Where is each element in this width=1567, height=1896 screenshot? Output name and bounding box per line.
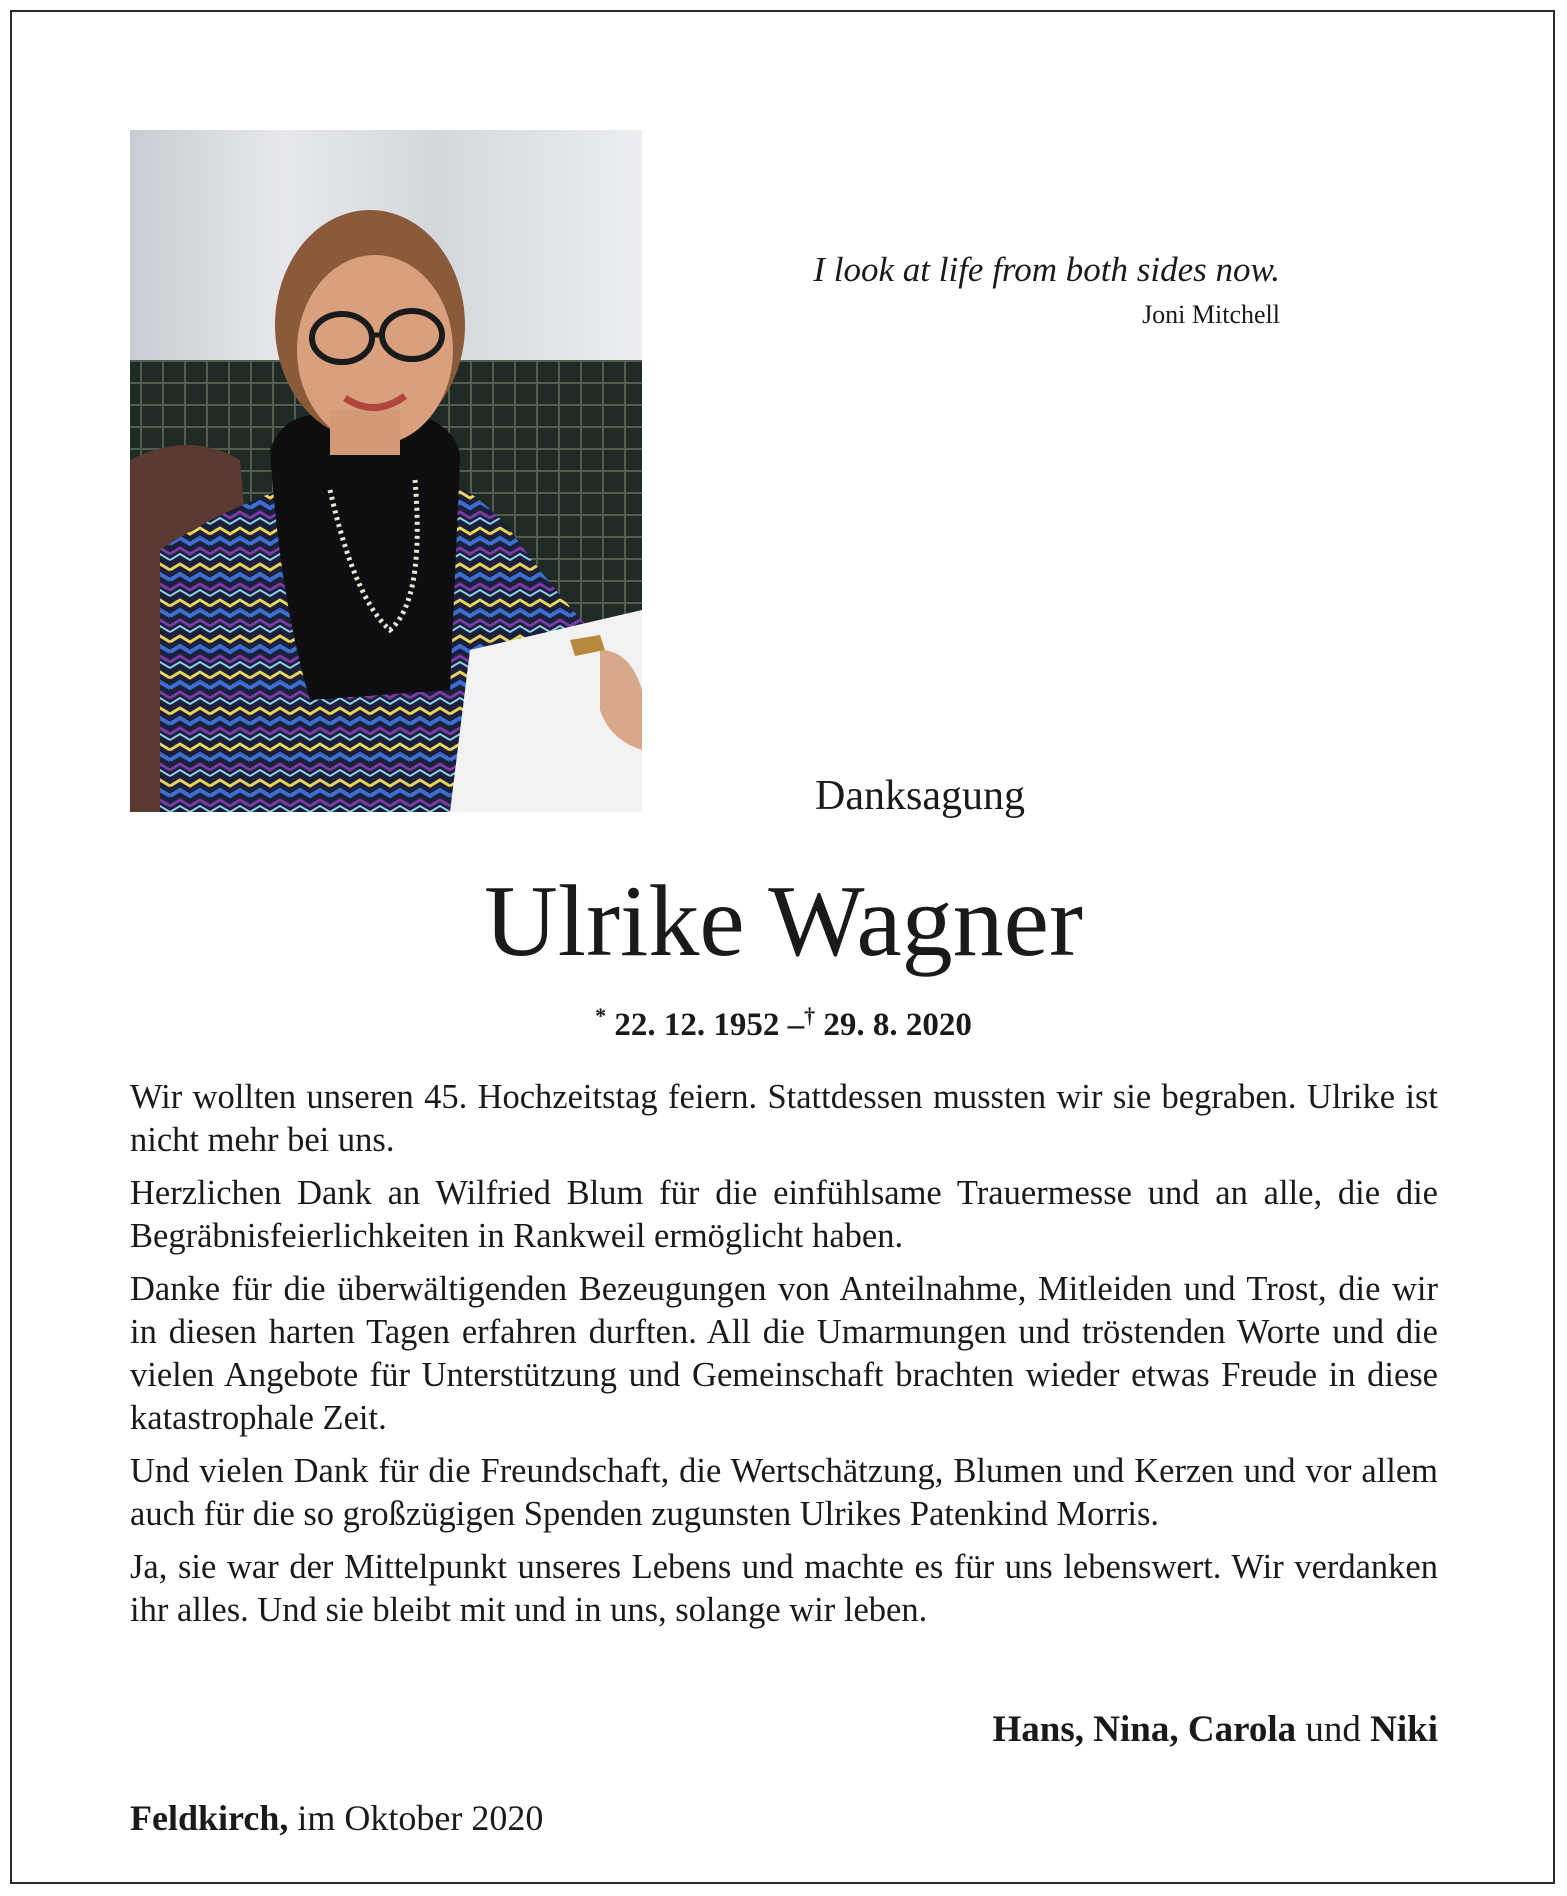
quote-text: I look at life from both sides now. <box>813 250 1280 289</box>
date-separator: – <box>787 1007 805 1043</box>
signer-separator: , <box>1169 1709 1188 1750</box>
death-symbol: † <box>804 1003 816 1028</box>
signer-name: Nina <box>1093 1709 1170 1750</box>
signer-name: Carola <box>1187 1709 1297 1750</box>
deceased-name: Ulrike Wagner <box>484 865 1083 978</box>
signer-name: Hans <box>992 1709 1075 1750</box>
paragraph: Wir wollten unseren 45. Hochzeitstag feiern. Stattdessen mussten wir sie begraben. Ulrike ist nicht mehr bei uns. <box>130 1078 1438 1159</box>
place-date: im Oktober 2020 <box>288 1798 544 1838</box>
signer-name: Niki <box>1370 1709 1438 1750</box>
notice-heading: Danksagung <box>815 773 1025 819</box>
paragraph: Ja, sie war der Mittelpunkt unseres Lebens und machte es für uns lebenswert. Wir verdanken ihr alles. Und sie bleibt mit und in uns, solange wir leben. <box>130 1548 1438 1629</box>
death-date: 29. 8. 2020 <box>823 1007 972 1043</box>
quote-author: Joni Mitchell <box>1142 300 1280 329</box>
family-signature <box>700 1706 1438 1754</box>
signer-separator: , <box>1074 1709 1094 1750</box>
paragraph: Herzlichen Dank an Wilfried Blum für die einfühlsame Trauermesse und an alle, die die Begräbnisfeierlichkeiten in Rankweil ermöglicht haben. <box>130 1174 1438 1255</box>
place-city: Feldkirch, <box>130 1798 289 1838</box>
portrait-photo <box>130 130 642 812</box>
epigraph <box>720 248 1280 334</box>
birth-symbol: * <box>595 1003 607 1028</box>
paragraph: Danke für die überwältigenden Bezeugungen von Anteilnahme, Mitleiden und Trost, die wir in diesen harten Tagen erfahren durften. All die Umarmungen und tröstenden Worte und die vielen Angebote für Unterstützung und Gemeinschaft brachten wieder etwas Freude in diese katastrophale Zeit. <box>130 1270 1438 1437</box>
birth-date: 22. 12. 1952 <box>614 1007 780 1043</box>
life-dates <box>300 994 1267 1047</box>
thank-you-text <box>130 1076 1438 1642</box>
signer-conjunction: und <box>1296 1709 1371 1750</box>
place-and-date <box>130 1794 830 1842</box>
paragraph: Und vielen Dank für die Freundschaft, die Wertschätzung, Blumen und Kerzen und vor allem auch für die so großzügigen Spenden zugunsten Ulrikes Patenkind Morris. <box>130 1452 1438 1533</box>
